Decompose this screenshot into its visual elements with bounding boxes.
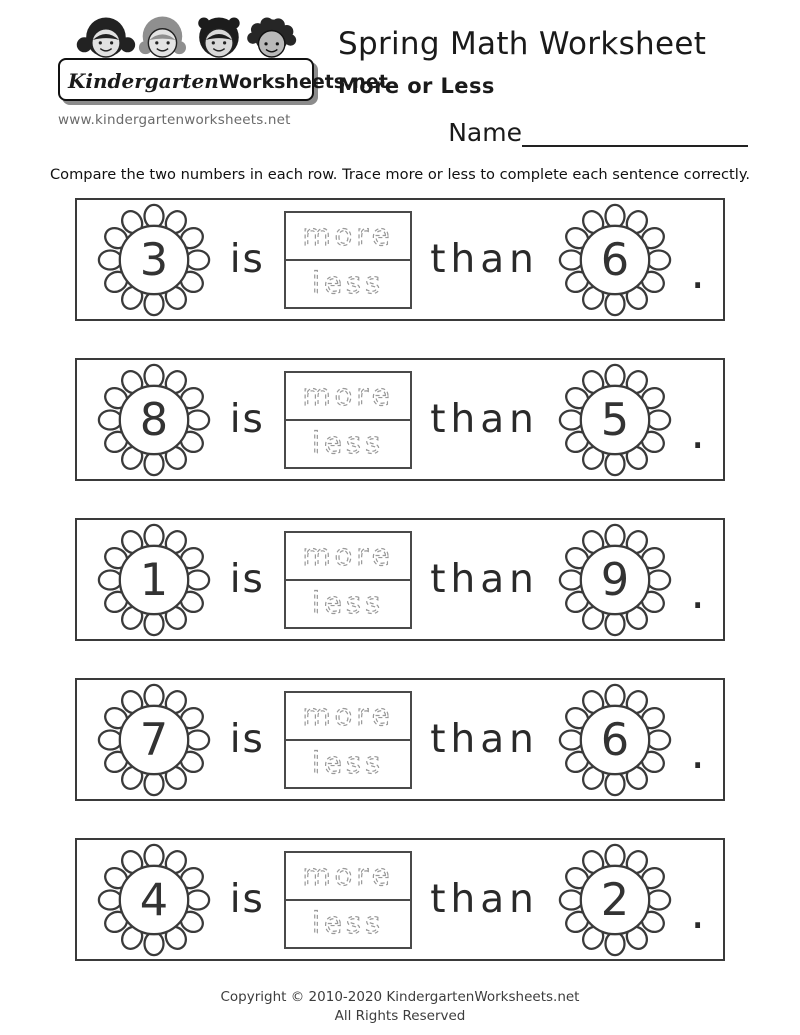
trace-less-icon — [292, 265, 404, 303]
trace-word-less: less — [311, 425, 384, 460]
trace-box — [284, 851, 412, 949]
trace-cell-more — [286, 693, 410, 739]
worksheet-row-2 — [75, 358, 725, 481]
trace-more-icon — [292, 217, 404, 255]
word-is: is — [229, 397, 265, 442]
flower-number-left: 7 — [139, 713, 169, 766]
flower-icon — [558, 363, 672, 477]
trace-cell-more — [286, 533, 410, 579]
flower-number-right: 6 — [600, 713, 629, 766]
trace-more-icon — [292, 697, 404, 735]
word-than: than — [430, 717, 539, 762]
sentence-period: . — [690, 244, 707, 299]
worksheet-row-1 — [75, 198, 725, 321]
trace-word-less: less — [311, 745, 384, 780]
logo-text-worksheets: Worksheets.net — [218, 71, 388, 93]
trace-box — [284, 371, 412, 469]
trace-less-icon — [292, 425, 404, 463]
trace-word-less: less — [311, 905, 384, 940]
trace-cell-less — [286, 259, 410, 307]
word-than: than — [430, 237, 539, 282]
flower-icon — [558, 523, 672, 637]
trace-cell-less — [286, 899, 410, 947]
trace-word-more: more — [302, 377, 394, 412]
flower-number-right: 9 — [600, 553, 629, 606]
trace-more-icon — [292, 857, 404, 895]
word-than: than — [430, 397, 539, 442]
footer-copyright: Copyright © 2010-2020 KindergartenWorksheets.net — [220, 988, 580, 1005]
trace-word-less: less — [311, 265, 384, 300]
word-is: is — [229, 557, 265, 602]
page-subtitle: More or Less — [338, 74, 495, 98]
flower-icon — [558, 203, 672, 317]
flower-icon — [97, 363, 211, 477]
trace-box — [284, 531, 412, 629]
flower-number-left: 8 — [139, 393, 169, 446]
logo-text-kindergarten: Kindergarten — [68, 69, 219, 93]
flower-icon — [97, 203, 211, 317]
flower-icon — [97, 843, 211, 957]
title-block — [338, 26, 706, 98]
flower-number-left: 1 — [139, 553, 169, 606]
worksheet-row-5 — [75, 838, 725, 961]
sentence-period: . — [690, 884, 707, 939]
worksheet-row-3 — [75, 518, 725, 641]
trace-more-icon — [292, 377, 404, 415]
kids-faces-icon — [73, 12, 299, 70]
trace-word-more: more — [302, 697, 394, 732]
page-title: Spring Math Worksheet — [338, 26, 707, 62]
trace-cell-less — [286, 579, 410, 627]
trace-cell-less — [286, 419, 410, 467]
logo — [58, 12, 388, 128]
flower-icon — [97, 523, 211, 637]
trace-more-icon — [292, 537, 404, 575]
word-than: than — [430, 557, 539, 602]
flower-number-left: 4 — [139, 873, 169, 926]
trace-less-icon — [292, 905, 404, 943]
trace-cell-more — [286, 213, 410, 259]
word-is: is — [229, 717, 265, 762]
name-blank-line — [522, 118, 748, 147]
flower-number-right: 2 — [600, 873, 629, 926]
trace-word-more: more — [302, 857, 394, 892]
flower-icon — [558, 843, 672, 957]
name-field — [448, 118, 748, 147]
site-url: www.kindergartenworksheets.net — [58, 112, 291, 128]
trace-less-icon — [292, 745, 404, 783]
word-is: is — [229, 877, 265, 922]
trace-word-less: less — [311, 585, 384, 620]
worksheet-rows — [75, 198, 725, 998]
flower-number-right: 6 — [600, 233, 629, 286]
instructions-text: Compare the two numbers in each row. Trace more or less to complete each sentence correctly. — [49, 166, 751, 183]
worksheet-row-4 — [75, 678, 725, 801]
footer — [0, 988, 800, 1027]
name-label: Name — [448, 118, 522, 147]
trace-box — [284, 211, 412, 309]
trace-word-more: more — [302, 217, 394, 252]
trace-word-more: more — [302, 537, 394, 572]
trace-cell-more — [286, 853, 410, 899]
flower-icon — [97, 683, 211, 797]
flower-number-left: 3 — [139, 233, 169, 286]
footer-rights: All Rights Reserved — [334, 1008, 466, 1025]
trace-cell-less — [286, 739, 410, 787]
sentence-period: . — [690, 724, 707, 779]
sentence-period: . — [690, 404, 707, 459]
word-than: than — [430, 877, 539, 922]
flower-number-right: 5 — [600, 393, 629, 446]
trace-less-icon — [292, 585, 404, 623]
trace-box — [284, 691, 412, 789]
trace-cell-more — [286, 373, 410, 419]
sentence-period: . — [690, 564, 707, 619]
flower-icon — [558, 683, 672, 797]
word-is: is — [229, 237, 265, 282]
